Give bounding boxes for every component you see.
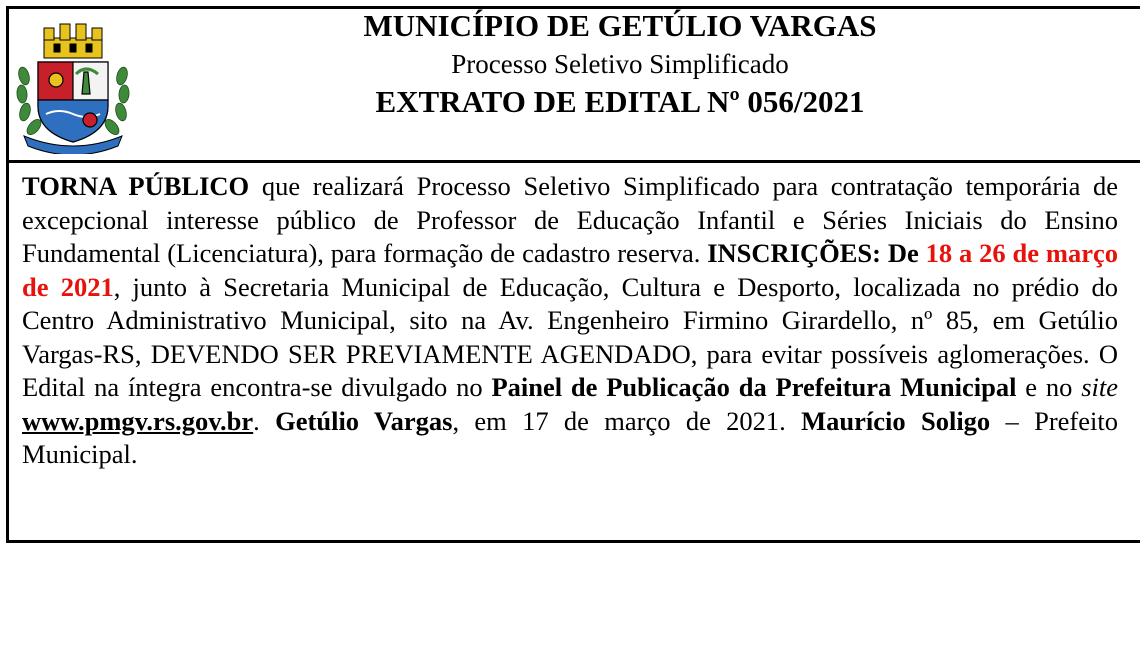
text-segment: – Prefeito Municipal. (22, 405, 1118, 469)
mayor-name: Maurício Soligo (801, 405, 991, 436)
text-segment: , junto à Secretaria Municipal de Educação, Cultura e Desporto, localizada no prédio do Centro Administrativo Municipal, sito na Av. Engenheiro Firmino Girardello, nº 85, em Getúlio Vargas-RS, DEVENDO SER PREVIAMENTE AGENDADO, para evitar possíveis aglomerações. O Edital na íntegra encontra-se divulgado no (22, 271, 1118, 402)
edict-paragraph (22, 170, 1118, 472)
edict-text (22, 170, 1118, 472)
publication-panel: Painel de Publicação da Prefeitura Municipal (491, 372, 1017, 402)
registration-dates: 18 a 26 de março de 2021 (22, 238, 1118, 302)
header-divider (6, 160, 1140, 163)
municipality-title: MUNICÍPIO DE GETÚLIO VARGAS (363, 8, 877, 43)
text-segment: e no (1016, 372, 1082, 402)
header (180, 7, 1060, 121)
municipal-coat-of-arms (14, 14, 132, 154)
city-name: Getúlio Vargas (275, 405, 453, 436)
text-segment: , em 17 de março de 2021. (452, 405, 802, 436)
edict-number: EXTRATO DE EDITAL Nº 056/2021 (375, 84, 865, 119)
website-link[interactable]: www.pmgv.rs.gov.br (22, 405, 254, 436)
mural-crown-icon (44, 24, 102, 58)
text-segment: . (253, 405, 276, 436)
text-segment: que realizará Processo Seletivo Simplificado para contratação temporária de excepcional interesse público de Professor de Educação Infantil e Séries Iniciais do Ensino Fundamental (Licenciatura), para formação de cadastro reserva. (22, 171, 1119, 268)
site-word: site (1081, 372, 1118, 402)
shield-icon (38, 62, 108, 142)
process-subtitle: Processo Seletivo Simplificado (451, 49, 789, 79)
inscricoes-label: INSCRIÇÕES: De (707, 238, 926, 268)
torna-publico: TORNA PÚBLICO (22, 171, 250, 201)
